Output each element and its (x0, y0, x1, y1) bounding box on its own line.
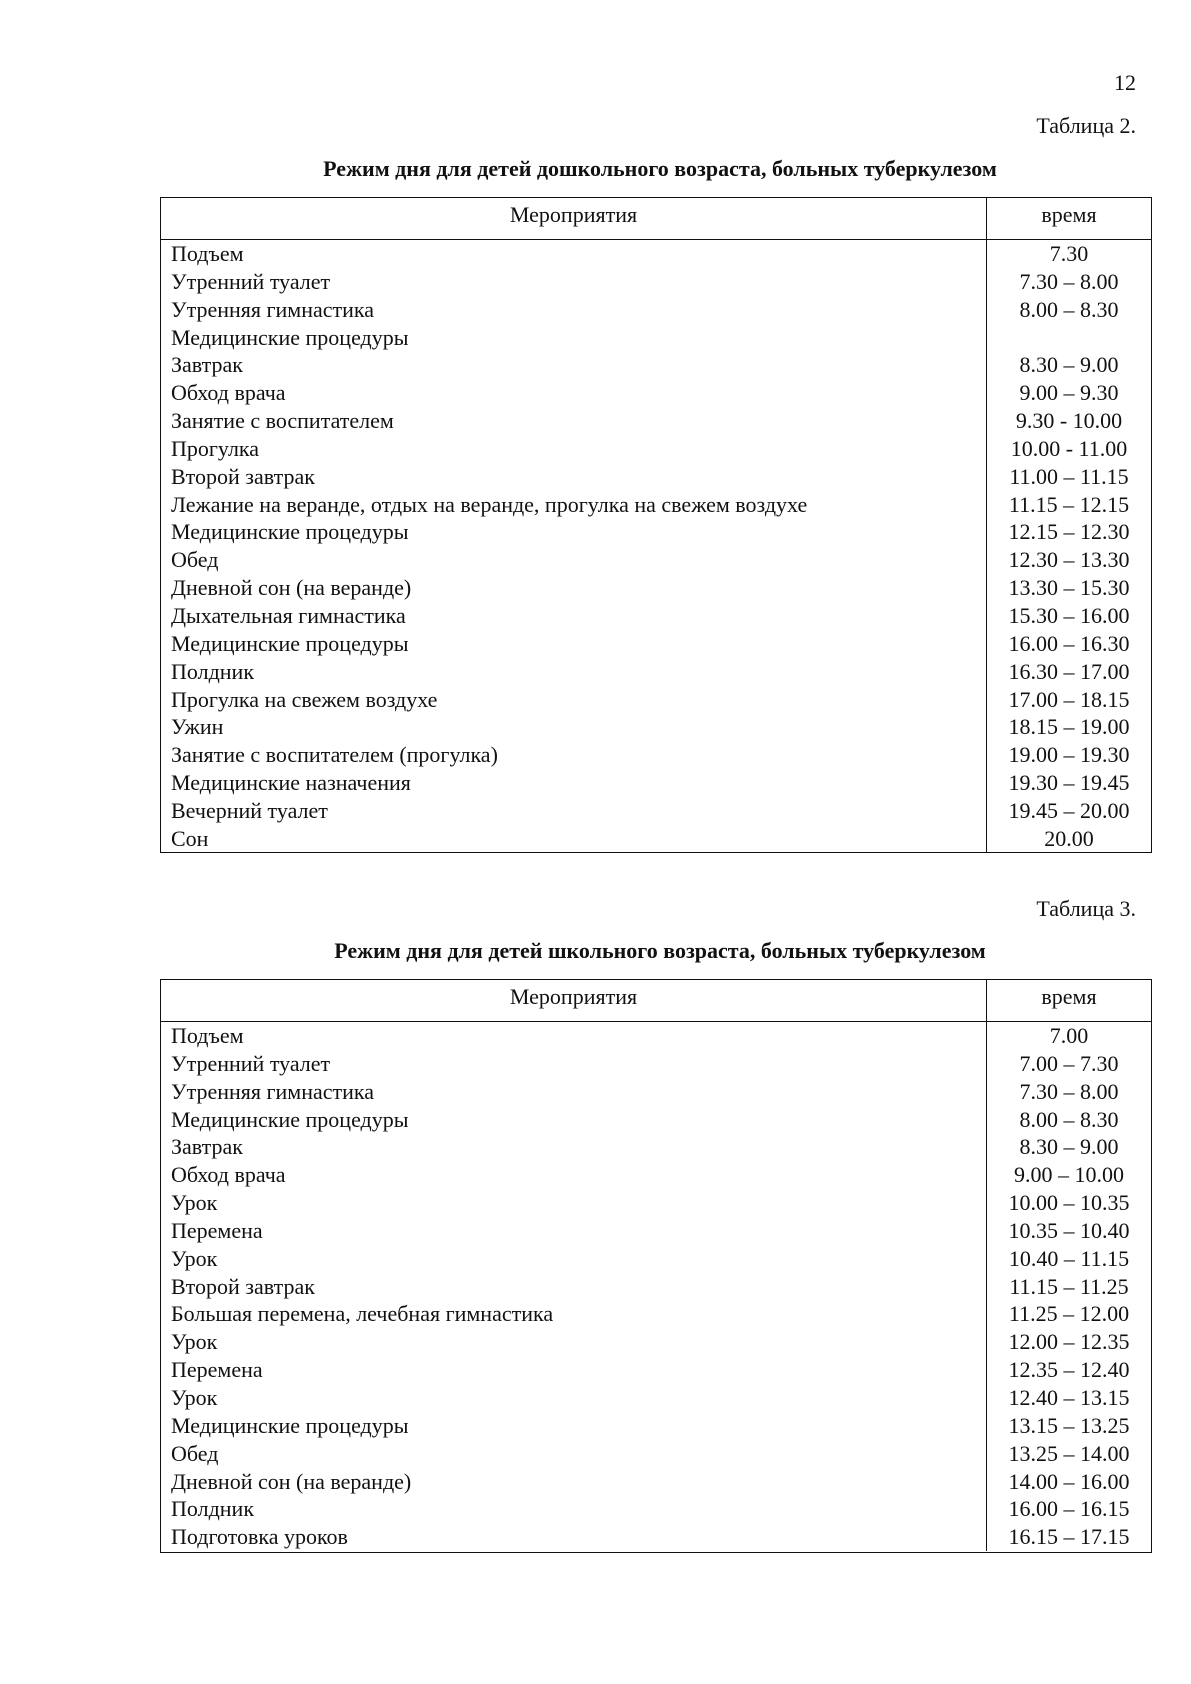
table-row-time: 7.00 (1049, 1023, 1089, 1048)
table-row-activity: Завтрак (171, 352, 243, 378)
table-row-activity: Занятие с воспитателем (171, 408, 394, 434)
table-row-activity: Дыхательная гимнастика (171, 602, 406, 628)
table-row-activity: Обход врача (171, 1162, 286, 1188)
table-row-time: 12.40 – 13.15 (1008, 1384, 1130, 1410)
table-3-title: Режим дня для детей школьного возраста, больных туберкулезом (334, 938, 986, 963)
table-row-time: 18.15 – 19.00 (1008, 714, 1130, 740)
table-row-activity: Медицинские процедуры (171, 630, 409, 656)
table-row-activity: Занятие с воспитателем (прогулка) (171, 742, 498, 768)
table-row-time: 16.00 – 16.15 (1008, 1496, 1130, 1522)
table-row-time (987, 324, 1151, 352)
table-row-time: 7.30 – 8.00 (1019, 268, 1119, 294)
table-row-activity: Урок (171, 1384, 218, 1410)
table-row-time: 20.00 (1044, 825, 1094, 851)
table-row-time: 9.30 - 10.00 (1015, 408, 1123, 434)
table-2-header-time: время (1041, 202, 1097, 227)
table-row-activity: Подъем (171, 241, 244, 266)
table-row-activity: Перемена (171, 1217, 263, 1243)
table-row-time: 12.30 – 13.30 (1008, 547, 1130, 573)
table-row-time: 12.35 – 12.40 (1008, 1357, 1130, 1383)
table-row-time: 13.30 – 15.30 (1008, 575, 1130, 601)
table-row-activity: Утренняя гимнастика (171, 296, 375, 322)
table-2-header (161, 198, 1151, 240)
table-row-activity: Медицинские процедуры (171, 519, 409, 545)
table-3-activity-column (161, 1022, 987, 1551)
table-row-time: 13.15 – 13.25 (1008, 1412, 1130, 1438)
table-row-activity: Второй завтрак (171, 1273, 315, 1299)
table-row-time: 16.00 – 16.30 (1008, 630, 1130, 656)
table-row-time: 19.00 – 19.30 (1008, 742, 1130, 768)
table-row-activity: Полдник (171, 658, 255, 684)
table-row-activity: Медицинские процедуры (171, 1412, 409, 1438)
table-2-caption: Таблица 2. (1036, 113, 1136, 138)
table-row-time: 8.00 – 8.30 (1019, 1106, 1119, 1132)
table-row-activity: Утренняя гимнастика (171, 1078, 375, 1104)
table-row-time: 9.00 – 10.00 (1014, 1162, 1124, 1188)
table-row-time: 9.00 – 9.30 (1019, 380, 1119, 406)
table-3-header (161, 980, 1151, 1022)
table-row-time: 7.30 – 8.00 (1019, 1078, 1119, 1104)
table-row-time: 7.30 (1049, 241, 1089, 266)
table-row-time: 8.30 – 9.00 (1019, 1134, 1119, 1160)
table-row-time: 13.25 – 14.00 (1008, 1440, 1130, 1466)
table-row-time: 7.00 – 7.30 (1019, 1050, 1119, 1076)
table-row-time: 19.45 – 20.00 (1008, 797, 1130, 823)
table-row-activity: Вечерний туалет (171, 797, 328, 823)
table-3-header-activity: Мероприятия (161, 980, 987, 1021)
table-row-time: 11.15 – 12.15 (1008, 491, 1130, 517)
table-row-activity: Второй завтрак (171, 463, 315, 489)
table-row-activity: Подъем (171, 1023, 244, 1048)
table-row-activity: Урок (171, 1329, 218, 1355)
table-3-body (161, 1022, 1151, 1551)
table-row-activity: Медицинские процедуры (171, 1106, 409, 1132)
table-2-activity-column (161, 240, 987, 853)
table-row-activity: Лежание на веранде, отдых на веранде, прогулка на свежем воздухе (171, 491, 808, 517)
table-row-time: 10.00 – 10.35 (1008, 1190, 1130, 1216)
table-row-time: 16.30 – 17.00 (1008, 658, 1130, 684)
table-row-time: 14.00 – 16.00 (1008, 1468, 1130, 1494)
table-row-time: 10.40 – 11.15 (1008, 1245, 1130, 1271)
table-row-activity: Перемена (171, 1357, 263, 1383)
table-row-activity: Завтрак (171, 1134, 243, 1160)
table-row-activity: Урок (171, 1190, 218, 1216)
table-row-time: 8.00 – 8.30 (1019, 296, 1119, 322)
table-row-time: 12.15 – 12.30 (1008, 519, 1130, 545)
table-row-activity: Прогулка (171, 435, 260, 461)
table-row-time: 10.00 - 11.00 (1010, 435, 1128, 461)
table-row-time: 15.30 – 16.00 (1008, 602, 1130, 628)
table-row-activity: Медицинские назначения (171, 770, 411, 796)
table-row-activity: Сон (171, 825, 209, 851)
table-row-activity: Медицинские процедуры (171, 324, 409, 350)
table-row-time: 11.25 – 12.00 (1008, 1301, 1130, 1327)
table-row-activity: Полдник (171, 1496, 255, 1522)
table-2-time-column (987, 240, 1151, 853)
table-row-activity: Большая перемена, лечебная гимнастика (171, 1301, 554, 1327)
table-row-activity: Ужин (171, 714, 224, 740)
table-2-title: Режим дня для детей дошкольного возраста, больных туберкулезом (323, 156, 997, 181)
table-row-time: 12.00 – 12.35 (1008, 1329, 1130, 1355)
table-row-activity: Утренний туалет (171, 1050, 331, 1076)
table-row-activity: Утренний туалет (171, 268, 331, 294)
table-row-activity: Обед (171, 1440, 219, 1466)
table-row-activity: Обед (171, 547, 219, 573)
table-row-time: 17.00 – 18.15 (1008, 686, 1130, 712)
table-2 (160, 197, 1152, 853)
table-row-time: 10.35 – 10.40 (1008, 1217, 1130, 1243)
table-row-time: 11.15 – 11.25 (1009, 1273, 1129, 1299)
table-row-activity: Обход врача (171, 380, 286, 406)
table-3-caption: Таблица 3. (1036, 896, 1136, 921)
table-row-time: 8.30 – 9.00 (1019, 352, 1119, 378)
table-row-activity: Прогулка на свежем воздухе (171, 686, 438, 712)
table-3-header-time: время (1041, 984, 1097, 1009)
table-3 (160, 979, 1152, 1553)
table-3-time-column (987, 1022, 1151, 1551)
page-number: 12 (1114, 70, 1136, 95)
table-row-activity: Дневной сон (на веранде) (171, 575, 412, 601)
table-row-activity: Урок (171, 1245, 218, 1271)
table-row-time: 11.00 – 11.15 (1009, 463, 1129, 489)
table-row-time: 16.15 – 17.15 (1008, 1524, 1130, 1550)
table-row-activity: Дневной сон (на веранде) (171, 1468, 412, 1494)
table-row-time: 19.30 – 19.45 (1008, 770, 1130, 796)
table-2-header-activity: Мероприятия (161, 198, 987, 239)
table-row-activity: Подготовка уроков (171, 1524, 348, 1550)
table-2-body (161, 240, 1151, 853)
